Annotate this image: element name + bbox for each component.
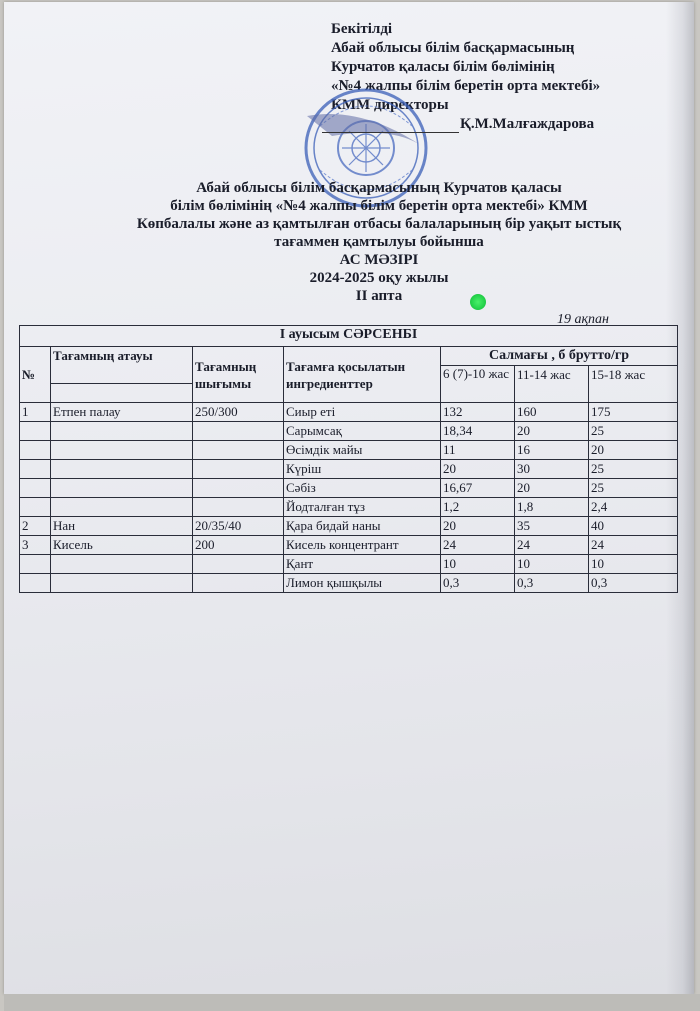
approval-line: Курчатов қаласы білім бөлімінің xyxy=(331,59,555,75)
cell-age2: 16 xyxy=(515,441,589,460)
title-line: тағаммен қамтылуы бойынша xyxy=(274,234,484,250)
cell-ingredient: Сарымсақ xyxy=(284,422,441,441)
school-year: 2024-2025 оқу жылы xyxy=(309,270,449,286)
green-marker-dot xyxy=(470,294,486,310)
cell-ingredient: Өсімдік майы xyxy=(284,441,441,460)
approval-line: Абай облысы білім басқармасының xyxy=(331,40,575,56)
table-row xyxy=(20,517,678,536)
cell-age2: 1,8 xyxy=(515,498,589,517)
cell-dish xyxy=(51,441,193,460)
cell-yield: 200 xyxy=(193,536,284,555)
signature-line xyxy=(322,132,459,133)
cell-dish xyxy=(51,479,193,498)
cell-no xyxy=(20,574,51,593)
director-name: Қ.М.Малғаждарова xyxy=(460,116,595,132)
cell-age2: 35 xyxy=(515,517,589,536)
cell-age1: 18,34 xyxy=(441,422,515,441)
cell-no: 2 xyxy=(20,517,51,536)
cell-no: 3 xyxy=(20,536,51,555)
cell-age3: 0,3 xyxy=(589,574,678,593)
cell-age3: 2,4 xyxy=(589,498,678,517)
cell-dish xyxy=(51,574,193,593)
menu-heading: АС МӘЗІРІ xyxy=(339,252,419,268)
approval-line: КММ директоры xyxy=(331,97,449,113)
cell-age2: 20 xyxy=(515,479,589,498)
title-line: Абай облысы білім басқармасының Курчатов қаласы xyxy=(196,180,562,196)
cell-age1: 11 xyxy=(441,441,515,460)
cell-age3: 24 xyxy=(589,536,678,555)
cell-yield xyxy=(193,460,284,479)
table-row xyxy=(20,441,678,460)
cell-age1: 24 xyxy=(441,536,515,555)
header-age-6-10: 6 (7)-10 жас xyxy=(441,366,515,403)
header-age-15-18: 15-18 жас xyxy=(589,366,678,403)
cell-ingredient: Лимон қышқылы xyxy=(284,574,441,593)
cell-yield xyxy=(193,498,284,517)
cell-no xyxy=(20,460,51,479)
menu-table xyxy=(19,325,678,593)
title-line: Көпбалалы және аз қамтылған отбасы балаларының бір уақыт ыстық xyxy=(136,216,622,232)
cell-age2: 0,3 xyxy=(515,574,589,593)
cell-age1: 1,2 xyxy=(441,498,515,517)
cell-no xyxy=(20,422,51,441)
table-row xyxy=(20,479,678,498)
cell-age3: 20 xyxy=(589,441,678,460)
cell-ingredient: Сәбіз xyxy=(284,479,441,498)
cell-ingredient: Йодталған тұз xyxy=(284,498,441,517)
cell-no xyxy=(20,555,51,574)
header-weight: Салмағы , б брутто/гр xyxy=(441,347,678,366)
title-line: білім бөлімінің «№4 жалпы білім беретін орта мектебі» КММ xyxy=(170,198,588,214)
cell-age3: 10 xyxy=(589,555,678,574)
cell-dish xyxy=(51,422,193,441)
cell-dish: Кисель xyxy=(51,536,193,555)
cell-no xyxy=(20,498,51,517)
approval-line: Бекітілді xyxy=(331,21,393,37)
cell-ingredient: Қара бидай наны xyxy=(284,517,441,536)
cell-yield xyxy=(193,574,284,593)
cell-dish xyxy=(51,555,193,574)
shift-title: І ауысым СӘРСЕНБІ xyxy=(20,326,678,347)
cell-age2: 24 xyxy=(515,536,589,555)
cell-yield xyxy=(193,555,284,574)
cell-age3: 175 xyxy=(589,403,678,422)
cell-age3: 25 xyxy=(589,422,678,441)
cell-age1: 20 xyxy=(441,460,515,479)
table-row xyxy=(20,498,678,517)
cell-age3: 25 xyxy=(589,460,678,479)
cell-ingredient: Қант xyxy=(284,555,441,574)
header-ingredients: Тағамға қосылатын ингредиенттер xyxy=(284,347,441,403)
cell-no: 1 xyxy=(20,403,51,422)
header-dish-name: Тағамның атауы xyxy=(51,347,193,384)
cell-age2: 20 xyxy=(515,422,589,441)
cell-dish xyxy=(51,460,193,479)
header-no: № xyxy=(20,347,51,403)
header-age-11-14: 11-14 жас xyxy=(515,366,589,403)
header-dish-spacer xyxy=(51,384,193,403)
table-row xyxy=(20,403,678,422)
cell-yield xyxy=(193,479,284,498)
cell-yield: 250/300 xyxy=(193,403,284,422)
cell-yield xyxy=(193,422,284,441)
desk-surface xyxy=(4,994,700,1011)
cell-age1: 0,3 xyxy=(441,574,515,593)
cell-ingredient: Күріш xyxy=(284,460,441,479)
cell-age2: 10 xyxy=(515,555,589,574)
cell-no xyxy=(20,479,51,498)
cell-age1: 10 xyxy=(441,555,515,574)
cell-dish xyxy=(51,498,193,517)
table-row xyxy=(20,422,678,441)
header-yield: Тағамның шығымы xyxy=(193,347,284,403)
cell-dish: Етпен палау xyxy=(51,403,193,422)
cell-ingredient: Кисель концентрант xyxy=(284,536,441,555)
approval-line: «№4 жалпы білім беретін орта мектебі» xyxy=(331,78,601,94)
cell-no xyxy=(20,441,51,460)
table-row xyxy=(20,574,678,593)
cell-age1: 16,67 xyxy=(441,479,515,498)
cell-age3: 40 xyxy=(589,517,678,536)
week-label: ІІ апта xyxy=(355,288,403,304)
table-row xyxy=(20,555,678,574)
cell-age1: 132 xyxy=(441,403,515,422)
cell-age2: 160 xyxy=(515,403,589,422)
cell-ingredient: Сиыр еті xyxy=(284,403,441,422)
cell-age1: 20 xyxy=(441,517,515,536)
cell-yield: 20/35/40 xyxy=(193,517,284,536)
cell-yield xyxy=(193,441,284,460)
table-row xyxy=(20,536,678,555)
table-row xyxy=(20,460,678,479)
cell-age2: 30 xyxy=(515,460,589,479)
menu-date: 19 ақпан xyxy=(557,312,609,327)
cell-dish: Нан xyxy=(51,517,193,536)
document-title xyxy=(4,179,700,305)
cell-age3: 25 xyxy=(589,479,678,498)
